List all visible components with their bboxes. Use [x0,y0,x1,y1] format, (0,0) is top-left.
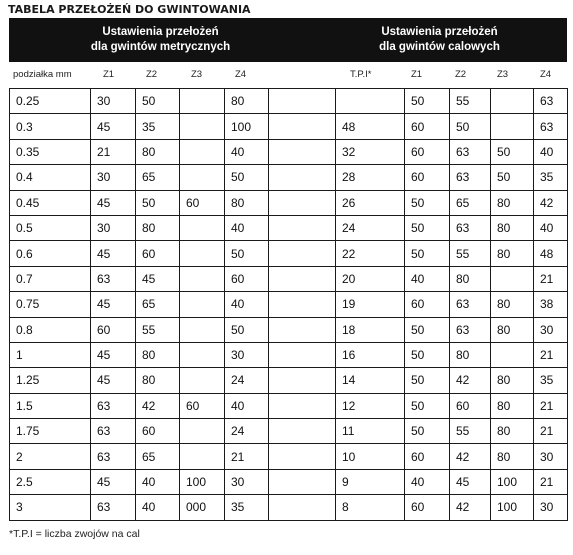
inch-header-line1: Ustawienia przełożeń [381,26,498,38]
cell-inch-z4: 40 [534,139,568,164]
spacer-cell [269,241,336,266]
cell-metric-z2: 80 [136,368,180,393]
cell-inch-z4: 35 [534,165,568,190]
cell-metric-z2: 55 [136,317,180,342]
cell-metric-z2: 35 [136,114,180,139]
table-row [10,495,568,520]
cell-inch-z2: 65 [450,190,491,215]
cell-metric-z4: 40 [225,215,269,240]
cell-inch-z3: 80 [491,241,534,266]
cell-metric-z2: 50 [136,190,180,215]
cell-metric-z1: 30 [91,89,136,114]
cell-metric-z4: 50 [225,317,269,342]
spacer-cell [269,444,336,469]
cell-metric-z3 [180,241,225,266]
cell-inch-z2: 80 [450,266,491,291]
col-inch-z4: Z4 [540,69,552,80]
cell-tpi: 22 [336,241,405,266]
cell-pitch: 0.25 [10,89,91,114]
cell-metric-z2: 65 [136,165,180,190]
cell-inch-z3: 50 [491,165,534,190]
col-inch-z1: Z1 [411,69,423,80]
cell-inch-z4: 21 [534,393,568,418]
cell-inch-z4: 30 [534,444,568,469]
col-pitch: podziałka mm [13,69,72,80]
table-row [10,368,568,393]
table-row [10,419,568,444]
cell-metric-z1: 21 [91,139,136,164]
cell-tpi: 9 [336,469,405,494]
cell-metric-z4: 30 [225,469,269,494]
table-row [10,215,568,240]
table-row [10,114,568,139]
cell-metric-z2: 42 [136,393,180,418]
cell-inch-z1: 50 [405,368,450,393]
cell-inch-z1: 50 [405,342,450,367]
spacer-cell [269,190,336,215]
metric-header-line1: Ustawienia przełożeń [102,26,219,38]
cell-inch-z2: 60 [450,393,491,418]
col-inch-z2: Z2 [455,69,467,80]
table-row [10,317,568,342]
cell-metric-z1: 45 [91,190,136,215]
cell-metric-z2: 65 [136,444,180,469]
cell-pitch: 0.75 [10,292,91,317]
cell-metric-z4: 40 [225,393,269,418]
cell-tpi: 14 [336,368,405,393]
cell-pitch: 1 [10,342,91,367]
cell-metric-z3 [180,342,225,367]
cell-pitch: 2 [10,444,91,469]
metric-settings-header [9,18,312,62]
cell-metric-z1: 63 [91,444,136,469]
cell-inch-z1: 50 [405,190,450,215]
inch-header-line2: dla gwintów calowych [379,41,500,53]
cell-metric-z3 [180,215,225,240]
spacer-cell [269,495,336,520]
cell-inch-z2: 55 [450,241,491,266]
cell-inch-z1: 60 [405,292,450,317]
cell-tpi: 11 [336,419,405,444]
cell-metric-z4: 24 [225,419,269,444]
cell-inch-z1: 60 [405,495,450,520]
cell-metric-z2: 60 [136,241,180,266]
cell-metric-z4: 21 [225,444,269,469]
cell-pitch: 0.4 [10,165,91,190]
cell-inch-z4: 48 [534,241,568,266]
cell-inch-z3 [491,266,534,291]
cell-tpi: 10 [336,444,405,469]
spacer-cell [269,114,336,139]
cell-metric-z4: 50 [225,165,269,190]
cell-inch-z3: 100 [491,495,534,520]
cell-metric-z4: 30 [225,342,269,367]
cell-inch-z2: 63 [450,139,491,164]
cell-metric-z2: 80 [136,139,180,164]
cell-metric-z4: 50 [225,241,269,266]
cell-metric-z1: 30 [91,165,136,190]
cell-metric-z4: 100 [225,114,269,139]
col-inch-z3: Z3 [497,69,509,80]
spacer-cell [269,139,336,164]
cell-inch-z2: 42 [450,368,491,393]
cell-metric-z4: 60 [225,266,269,291]
footnote: *T.P.I = liczba zwojów na cal [9,528,140,540]
cell-inch-z4: 30 [534,495,568,520]
cell-inch-z1: 50 [405,419,450,444]
cell-metric-z3: 60 [180,190,225,215]
cell-inch-z4: 30 [534,317,568,342]
spacer-cell [269,342,336,367]
cell-metric-z1: 30 [91,215,136,240]
table-row [10,444,568,469]
cell-inch-z1: 60 [405,139,450,164]
cell-inch-z3: 100 [491,469,534,494]
cell-inch-z2: 63 [450,317,491,342]
cell-metric-z3 [180,368,225,393]
cell-pitch: 3 [10,495,91,520]
cell-inch-z1: 40 [405,469,450,494]
cell-tpi: 32 [336,139,405,164]
cell-inch-z1: 50 [405,89,450,114]
cell-metric-z3 [180,419,225,444]
cell-inch-z1: 50 [405,241,450,266]
column-headers [9,62,567,88]
cell-tpi: 26 [336,190,405,215]
spacer-cell [269,89,336,114]
cell-inch-z3: 80 [491,190,534,215]
cell-tpi: 8 [336,495,405,520]
cell-inch-z4: 21 [534,469,568,494]
cell-inch-z4: 42 [534,190,568,215]
cell-inch-z1: 40 [405,266,450,291]
cell-inch-z2: 80 [450,342,491,367]
table-row [10,241,568,266]
cell-inch-z2: 63 [450,292,491,317]
cell-inch-z1: 50 [405,215,450,240]
cell-inch-z4: 21 [534,342,568,367]
cell-pitch: 1.5 [10,393,91,418]
cell-metric-z4: 40 [225,292,269,317]
cell-inch-z3: 80 [491,419,534,444]
cell-inch-z3: 80 [491,444,534,469]
cell-metric-z1: 45 [91,342,136,367]
cell-metric-z3 [180,114,225,139]
cell-metric-z2: 80 [136,215,180,240]
cell-inch-z1: 50 [405,317,450,342]
cell-inch-z2: 42 [450,444,491,469]
cell-pitch: 0.5 [10,215,91,240]
cell-inch-z4: 35 [534,368,568,393]
spacer-cell [269,419,336,444]
spacer-cell [269,165,336,190]
spacer-cell [269,266,336,291]
cell-metric-z2: 40 [136,495,180,520]
cell-pitch: 1.25 [10,368,91,393]
col-metric-z2: Z2 [146,69,158,80]
cell-pitch: 0.6 [10,241,91,266]
cell-tpi: 24 [336,215,405,240]
table-row [10,165,568,190]
cell-tpi: 28 [336,165,405,190]
gear-ratio-table [9,88,568,521]
inch-settings-header [312,18,567,62]
cell-metric-z2: 80 [136,342,180,367]
cell-metric-z3 [180,266,225,291]
cell-pitch: 0.8 [10,317,91,342]
cell-inch-z4: 63 [534,89,568,114]
cell-inch-z2: 63 [450,215,491,240]
cell-metric-z4: 80 [225,190,269,215]
col-tpi: T.P.I* [350,69,372,80]
cell-metric-z4: 80 [225,89,269,114]
cell-metric-z1: 45 [91,368,136,393]
cell-inch-z3: 80 [491,215,534,240]
cell-metric-z3 [180,139,225,164]
cell-inch-z3 [491,114,534,139]
metric-header-line2: dla gwintów metrycznych [90,41,231,53]
cell-inch-z2: 63 [450,165,491,190]
spacer-cell [269,469,336,494]
table-row [10,89,568,114]
table-row [10,190,568,215]
cell-inch-z2: 55 [450,419,491,444]
cell-metric-z1: 63 [91,393,136,418]
spacer-cell [269,393,336,418]
cell-inch-z4: 21 [534,419,568,444]
col-metric-z3: Z3 [191,69,203,80]
cell-inch-z4: 40 [534,215,568,240]
cell-inch-z3 [491,342,534,367]
cell-metric-z1: 45 [91,114,136,139]
page-title: TABELA PRZEŁOŻEŃ DO GWINTOWANIA [8,3,251,16]
cell-inch-z3: 80 [491,368,534,393]
cell-inch-z2: 55 [450,89,491,114]
cell-inch-z3: 80 [491,393,534,418]
col-metric-z1: Z1 [103,69,115,80]
cell-inch-z3: 80 [491,292,534,317]
cell-metric-z1: 60 [91,317,136,342]
cell-metric-z2: 45 [136,266,180,291]
cell-pitch: 0.45 [10,190,91,215]
cell-tpi: 48 [336,114,405,139]
cell-pitch: 0.3 [10,114,91,139]
cell-pitch: 1.75 [10,419,91,444]
cell-pitch: 2.5 [10,469,91,494]
cell-tpi: 20 [336,266,405,291]
cell-inch-z4: 21 [534,266,568,291]
cell-metric-z3 [180,317,225,342]
spacer-cell [269,292,336,317]
cell-inch-z1: 60 [405,165,450,190]
cell-inch-z2: 45 [450,469,491,494]
col-metric-z4: Z4 [235,69,247,80]
cell-inch-z1: 50 [405,393,450,418]
cell-metric-z1: 63 [91,495,136,520]
cell-inch-z2: 42 [450,495,491,520]
table-row [10,266,568,291]
cell-metric-z4: 40 [225,139,269,164]
cell-inch-z2: 50 [450,114,491,139]
cell-metric-z3: 000 [180,495,225,520]
cell-tpi: 12 [336,393,405,418]
cell-metric-z4: 24 [225,368,269,393]
cell-metric-z1: 63 [91,419,136,444]
cell-metric-z1: 63 [91,266,136,291]
cell-inch-z4: 38 [534,292,568,317]
cell-metric-z3 [180,89,225,114]
cell-metric-z4: 35 [225,495,269,520]
cell-metric-z2: 60 [136,419,180,444]
cell-metric-z1: 45 [91,469,136,494]
cell-metric-z3 [180,444,225,469]
cell-inch-z3: 80 [491,317,534,342]
cell-tpi: 19 [336,292,405,317]
cell-inch-z1: 60 [405,444,450,469]
table-row [10,342,568,367]
cell-inch-z4: 63 [534,114,568,139]
table-row [10,292,568,317]
cell-metric-z2: 40 [136,469,180,494]
spacer-cell [269,215,336,240]
cell-pitch: 0.35 [10,139,91,164]
table-row [10,469,568,494]
cell-metric-z1: 45 [91,292,136,317]
table-row [10,139,568,164]
cell-metric-z3 [180,292,225,317]
table-row [10,393,568,418]
cell-metric-z2: 65 [136,292,180,317]
cell-metric-z3 [180,165,225,190]
cell-tpi: 18 [336,317,405,342]
cell-tpi [336,89,405,114]
spacer-cell [269,317,336,342]
spacer-cell [269,368,336,393]
cell-inch-z1: 60 [405,114,450,139]
cell-inch-z3: 50 [491,139,534,164]
cell-tpi: 16 [336,342,405,367]
cell-metric-z3: 60 [180,393,225,418]
cell-metric-z1: 45 [91,241,136,266]
cell-metric-z2: 50 [136,89,180,114]
cell-pitch: 0.7 [10,266,91,291]
cell-metric-z3: 100 [180,469,225,494]
cell-inch-z3 [491,89,534,114]
